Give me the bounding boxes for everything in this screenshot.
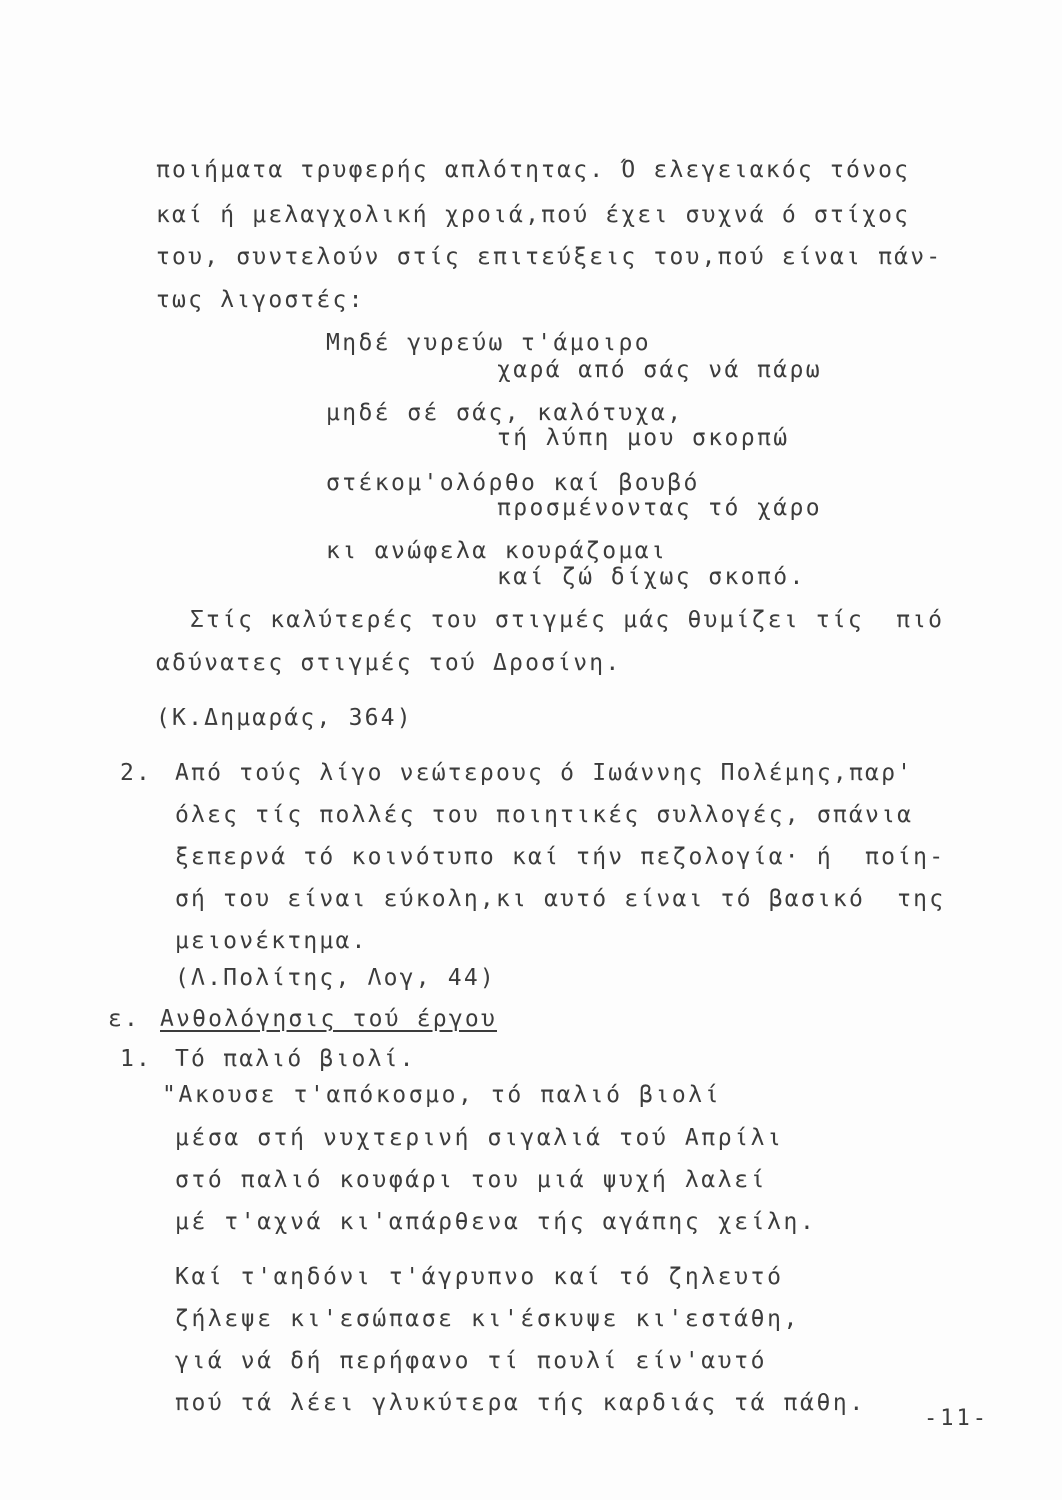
poem-title: Τό παλιό βιολί. bbox=[175, 1046, 416, 1072]
paragraph-line: καί ή μελαγχολική χροιά,πού έχει συχνά ό στίχος bbox=[156, 202, 911, 228]
paragraph-line: μειονέκτημα. bbox=[175, 928, 368, 954]
verse-line: κι ανώφελα κουράζομαι bbox=[326, 538, 668, 564]
verse-line: Μηδέ γυρεύω τ'άμοιρο bbox=[326, 330, 651, 356]
poem-line: γιά νά δή περήφανο τί πουλί είν'αυτό bbox=[175, 1348, 768, 1374]
paragraph-line: ξεπερνά τό κοινότυπο καί τήν πεζολογία· ή ποίη- bbox=[175, 844, 946, 870]
verse-line: στέκομ'ολόρθο καί βουβό bbox=[326, 470, 700, 496]
poem-line: "Ακουσε τ'απόκοσμο, τό παλιό βιολί bbox=[162, 1082, 722, 1108]
poem-line: πού τά λέει γλυκύτερα τής καρδιάς τά πάθη. bbox=[175, 1390, 866, 1416]
poem-line: στό παλιό κουφάρι του μιά ψυχή λαλεί bbox=[175, 1167, 768, 1193]
section-label: ε. bbox=[108, 1006, 141, 1032]
paragraph-line: σή του είναι εύκολη,κι αυτό είναι τό βασικό της bbox=[175, 886, 946, 912]
paragraph-line: όλες τίς πολλές του ποιητικές συλλογές, σπάνια bbox=[175, 802, 914, 828]
section-title: Ανθολόγησις τού έργου bbox=[160, 1006, 497, 1032]
verse-line: τή λύπη μου σκορπώ bbox=[497, 425, 790, 451]
item-number: 2. bbox=[120, 760, 153, 786]
paragraph-line: αδύνατες στιγμές τού Δροσίνη. bbox=[156, 650, 622, 676]
poem-line: Καί τ'αηδόνι τ'άγρυπνο καί τό ζηλευτό bbox=[175, 1264, 784, 1290]
verse-line: προσμένοντας τό χάρο bbox=[497, 495, 822, 521]
poem-line: ζήλεψε κι'εσώπασε κι'έσκυψε κι'εστάθη, bbox=[175, 1306, 800, 1332]
paragraph-line: του, συντελούν στίς επιτεύξεις του,πού είναι πάν- bbox=[156, 244, 943, 270]
verse-line: χαρά από σάς νά πάρω bbox=[497, 357, 822, 383]
poem-line: μέ τ'αχνά κι'απάρθενα τής αγάπης χείλη. bbox=[175, 1209, 817, 1235]
item-number: 1. bbox=[120, 1046, 153, 1072]
verse-line: μηδέ σέ σάς, καλότυχα, bbox=[326, 400, 684, 426]
paragraph-line: Στίς καλύτερές του στιγμές μάς θυμίζει τίς πιό bbox=[190, 607, 945, 633]
citation: (Κ.Δημαράς, 364) bbox=[156, 705, 413, 731]
paragraph-line: τως λιγοστές: bbox=[156, 287, 365, 313]
page-number: -11- bbox=[924, 1406, 989, 1431]
poem-line: μέσα στή νυχτερινή σιγαλιά τού Απρίλι bbox=[175, 1125, 784, 1151]
paragraph-line: Από τούς λίγο νεώτερους ό Ιωάννης Πολέμης,παρ' bbox=[175, 760, 914, 786]
citation: (Λ.Πολίτης, Λογ, 44) bbox=[175, 965, 496, 991]
paragraph-line: ποιήματα τρυφερής απλότητας. Ό ελεγειακός τόνος bbox=[156, 157, 911, 183]
verse-line: καί ζώ δίχως σκοπό. bbox=[497, 564, 806, 590]
